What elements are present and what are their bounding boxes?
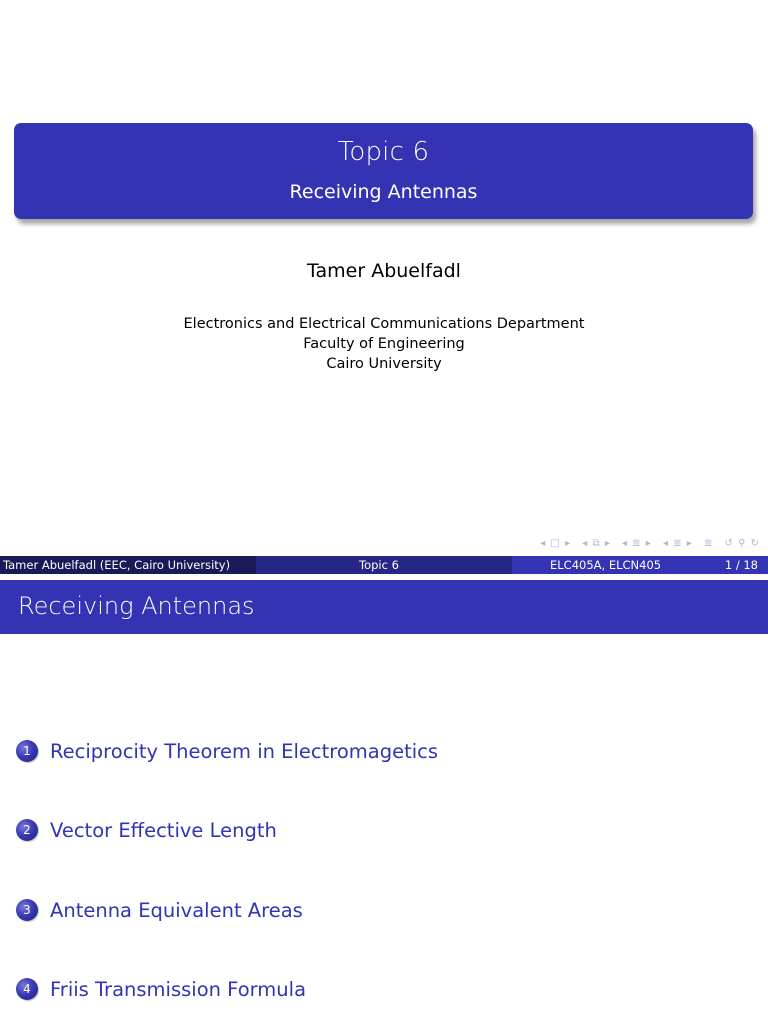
slide-footer xyxy=(0,556,768,574)
institute-line: Electronics and Electrical Communications Department xyxy=(183,316,585,332)
institute-line: Faculty of Engineering xyxy=(303,336,465,352)
slide-subtitle: Receiving Antennas xyxy=(289,181,478,203)
outline-item-equivalent-areas[interactable] xyxy=(16,895,303,925)
nav-section-icon[interactable]: ◂ ≣ ▸ xyxy=(622,538,652,549)
footer-author-section xyxy=(0,556,256,574)
institute-block xyxy=(0,314,768,374)
nav-frame-icon[interactable]: ◂ □ ▸ xyxy=(540,538,572,549)
outline-item-reciprocity[interactable] xyxy=(16,736,438,766)
nav-search-icon[interactable]: ↺ ⚲ ↻ xyxy=(724,538,760,549)
outline-item-label: Antenna Equivalent Areas xyxy=(50,898,303,922)
frame-title: Receiving Antennas xyxy=(18,592,255,620)
frame-title-bar xyxy=(0,580,768,634)
outline-item-friis[interactable] xyxy=(16,974,306,1004)
outline-item-label: Reciprocity Theorem in Electromagetics xyxy=(50,739,439,763)
footer-page-number: 1 / 18 xyxy=(724,558,758,572)
author-name: Tamer Abuelfadl xyxy=(307,260,461,282)
slide-title: Topic 6 xyxy=(337,137,430,167)
footer-course: ELC405A, ELCN405 xyxy=(550,558,662,572)
title-block xyxy=(14,123,753,219)
nav-subsection-icon[interactable]: ◂ ⧉ ▸ xyxy=(582,538,611,549)
nav-align-icon[interactable]: ≣ xyxy=(703,538,714,549)
item-number-ball: 1 xyxy=(16,740,38,762)
institute-line: Cairo University xyxy=(326,356,442,372)
footer-author: Tamer Abuelfadl (EEC, Cairo University) xyxy=(3,558,231,572)
outline-item-label: Vector Effective Length xyxy=(50,818,277,842)
item-number-ball: 3 xyxy=(16,899,38,921)
outline-item-effective-length[interactable] xyxy=(16,815,277,845)
nav-section-icon[interactable]: ◂ ≣ ▸ xyxy=(663,538,693,549)
footer-topic-section xyxy=(256,556,512,574)
footer-topic: Topic 6 xyxy=(359,558,399,572)
item-number-ball: 2 xyxy=(16,819,38,841)
footer-course-section xyxy=(512,556,768,574)
outline-item-label: Friis Transmission Formula xyxy=(50,977,307,1001)
beamer-navigation-bar xyxy=(533,538,760,549)
item-number-ball: 4 xyxy=(16,978,38,1000)
